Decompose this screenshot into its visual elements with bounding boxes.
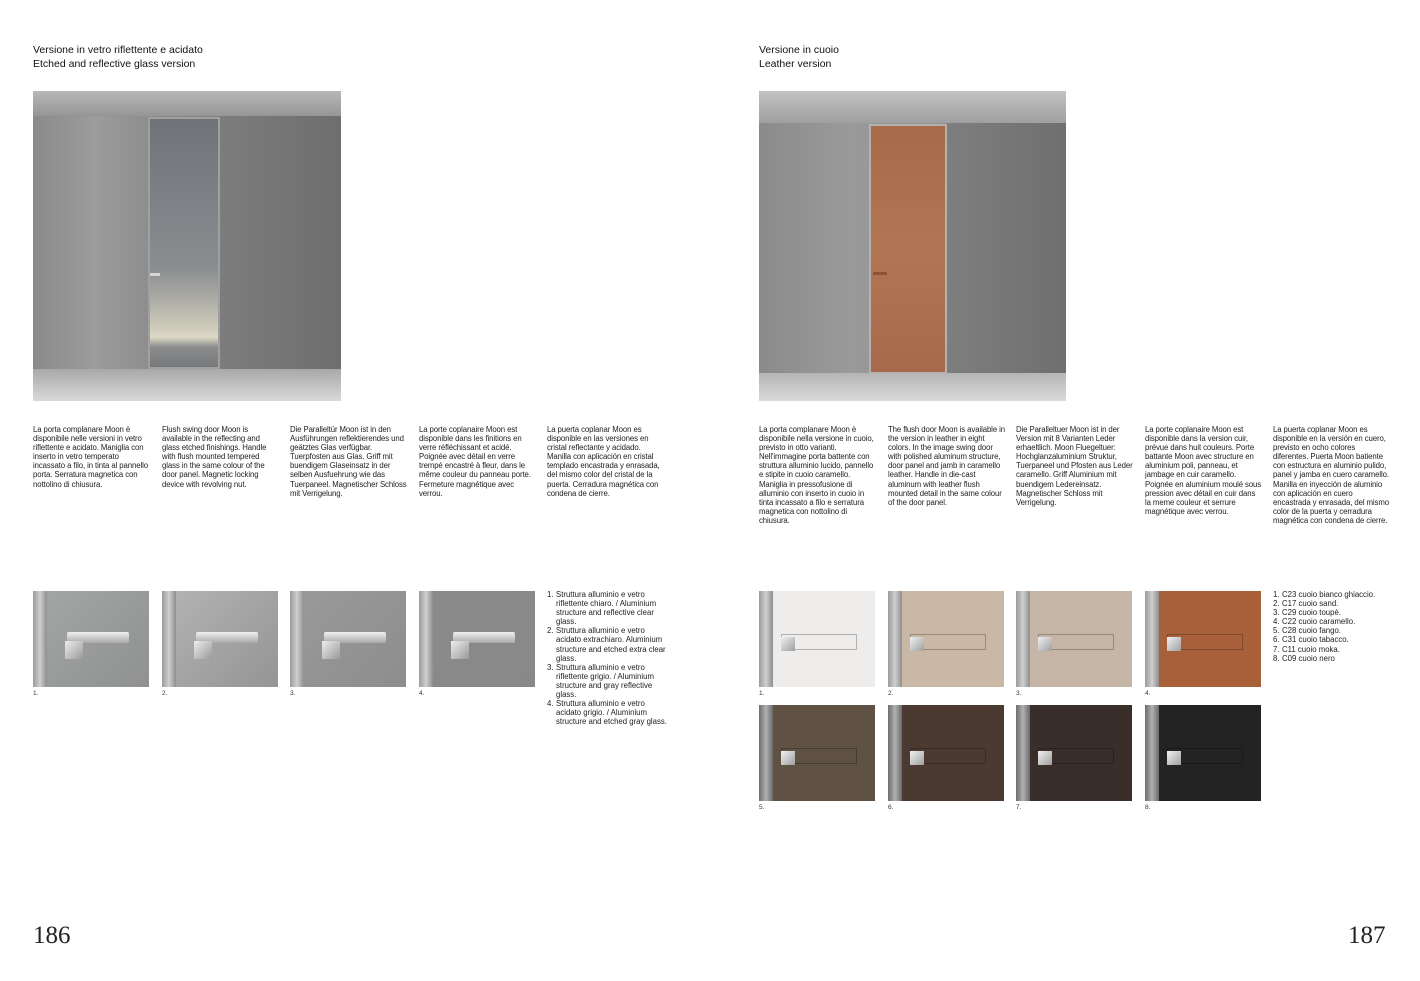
left-text-en: Flush swing door Moon is available in the reflecting and glass etched finishings. Handle with flush mounted tempered glass in the same colour of the door panel. Magnetic locking device with revolving nut. — [162, 425, 267, 489]
left-text-it: La porta complanare Moon è disponibile nelle versioni in vetro riflettente e acidato. Maniglia con inserto in vetro temperato incassato a filo, in tinta al pannello porta. Serratura magnetica con nottolino di chiusura. — [33, 425, 148, 489]
legend-item: 2. C17 cuoio sand. — [1273, 599, 1339, 609]
legend-item: 1. C23 cuoio bianco ghiaccio. — [1273, 590, 1376, 599]
left-text-es: La puerta coplanar Moon es disponible en las versiones en cristal reflectante y acidado. Manilla con aplicación en cristal templado encastrada y enrasada, del mismo color del cristal de la puerta. Cerradura magnética con condena de cierre. — [547, 425, 660, 498]
glass-thumb-2 — [162, 591, 278, 687]
legend-item: 1. Struttura alluminio e vetro riflettente chiaro. / Aluminium structure and reflective clear glass. — [547, 590, 657, 627]
legend-item: 7. C11 cuoio moka. — [1273, 644, 1340, 654]
page-number-left: 186 — [33, 922, 71, 949]
leather-thumb-6 — [888, 705, 1004, 801]
leather-thumb-8 — [1145, 705, 1261, 801]
leather-thumb-1 — [759, 591, 875, 687]
thumb-number: 3. — [1016, 690, 1022, 697]
legend-item: 6. C31 cuoio tabacco. — [1273, 635, 1349, 645]
left-heading-it: Versione in vetro riflettente e acidato — [33, 44, 203, 56]
glass-thumb-4 — [419, 591, 535, 687]
legend-item: 3. C29 cuoio toupè. — [1273, 608, 1341, 618]
legend-item: 8. C09 cuoio nero — [1273, 653, 1335, 663]
thumb-number: 8. — [1145, 804, 1151, 811]
leather-thumb-3 — [1016, 591, 1132, 687]
thumb-number: 1. — [759, 690, 765, 697]
leather-thumb-2 — [888, 591, 1004, 687]
leather-thumb-4 — [1145, 591, 1261, 687]
right-heading-en: Leather version — [759, 58, 832, 70]
thumb-number: 4. — [1145, 690, 1151, 697]
legend-item: 2. Struttura alluminio e vetro acidato extrachiaro. Aluminium structure and etched extra clear glass. — [547, 626, 666, 663]
glass-thumb-3 — [290, 591, 406, 687]
glass-door-photo — [33, 91, 341, 401]
legend-item: 5. C28 cuoio fango. — [1273, 626, 1341, 636]
leather-legend — [1273, 590, 1403, 663]
leather-door — [869, 124, 947, 374]
legend-item: 4. Struttura alluminio e vetro acidato grigio. / Aluminium structure and etched gray glass. — [547, 699, 667, 727]
leather-thumb-5 — [759, 705, 875, 801]
thumb-number: 6. — [888, 804, 894, 811]
page-number-right: 187 — [1348, 922, 1386, 949]
thumb-number: 1. — [33, 690, 39, 697]
right-text-it: La porta complanare Moon è disponibile nella versione in cuoio, previsto in otto varianti. Nell'immagine porta battente con struttura alluminio lucido, pannello e stipite in cuoio caramello. Maniglia in pressofusione di alluminio con inserto in cuoio in tinta incassato a filo e serratura magnetica con nottolino di chiusura. — [759, 425, 874, 525]
legend-item: 3. Struttura alluminio e vetro riflettente grigio. / Aluminium structure and gray reflective glass. — [547, 662, 654, 700]
thumb-number: 7. — [1016, 804, 1022, 811]
thumb-number: 5. — [759, 804, 765, 811]
glass-door — [148, 117, 220, 369]
thumb-number: 2. — [162, 690, 168, 697]
left-heading — [33, 43, 203, 71]
thumb-number: 3. — [290, 690, 296, 697]
right-text-de: Die Paralleltuer Moon ist in der Version mit 8 Varianten Leder erhaeltlich. Moon Fluegeltuer: Hochglanzaluminium Struktur, Tuerpaneel und Pfosten aus Leder caramello. Griff Aluminium mit buendigem Ledereinsatz. Magnetischer Schloss mit Verrigelung. — [1016, 425, 1133, 507]
right-text-en: The flush door Moon is available in the version in leather in eight colors. In the image swing door with polished aluminum structure, door panel and jamb in caramello leather. Handle in die-cast aluminum with leather flush mounted detail in the same colour of the door panel. — [888, 425, 1005, 507]
left-text-fr: La porte coplanaire Moon est disponible dans les finitions en verre réfléchissant et acidé. Poignée avec détail en verre trempé encastré à fleur, dans le même couleur du panneau porte. Fermeture magnétique avec verrou. — [419, 425, 531, 498]
leather-thumb-7 — [1016, 705, 1132, 801]
thumb-number: 2. — [888, 690, 894, 697]
right-text-es: La puerta coplanar Moon es disponible en la versión en cuero, previsto en ocho colores diferentes. Puerta Moon batiente con estructura en aluminio pulido, panel y jamba en cuero caramello. Manilla en inyección de aluminio con aplicación en cuero encastrada y enrasada, del mismo color de la puerta y cerradura magnética con condena de cierre. — [1273, 425, 1389, 525]
left-text-de: Die Paralleltür Moon ist in den Ausführungen reflektierendes und geätztes Glas verfügbar. Tuerpfosten aus Glas. Griff mit buendigem Glaseinsatz in der selben Ausfuehrung wie das Tuerpaneel. Magnetischer Schloss mit Verrigelung. — [290, 425, 407, 498]
legend-item: 4. C22 cuoio caramello. — [1273, 617, 1356, 627]
left-heading-en: Etched and reflective glass version — [33, 58, 196, 70]
glass-thumb-1 — [33, 591, 149, 687]
right-text-fr: La porte coplanaire Moon est disponible dans la version cuir, prévue dans huit couleurs. Porte battante Moon avec structure en aluminium poli, panneau, et jambage en cuir caramello. Poignée en aluminium moulé sous pression avec détail en cuir dans la meme couleur et serrure magnétique avec verrou. — [1145, 425, 1262, 516]
right-heading-it: Versione in cuoio — [759, 44, 839, 56]
thumb-number: 4. — [419, 690, 425, 697]
right-heading — [759, 43, 839, 71]
glass-legend — [547, 590, 669, 726]
leather-door-photo — [759, 91, 1066, 401]
